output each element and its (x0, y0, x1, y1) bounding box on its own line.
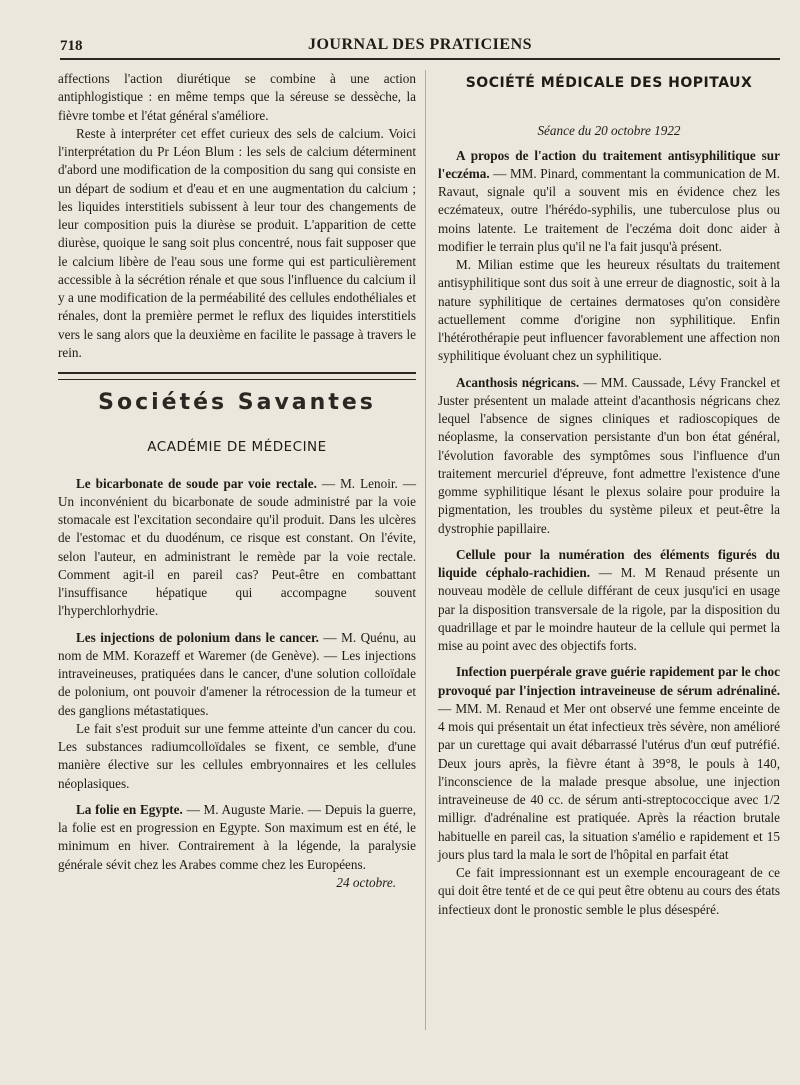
article-text: MM. Caussade, Lévy Franckel et Juster présentent un malade atteint d'acanthosis négricans chez lequel l'absence de signes cliniques et radioscopiques de néoplasme, la conservation persistante d'un bon état général, l'évolution favorable des symptômes sous l'influence d'un traitement mercuriel d'épreuve, font admettre l'existence d'une gomme syphilitique lésant le plexus solaire pour produire la pigmentation, les troubles du système pileux et peut-être la dystrophie papillaire. (438, 374, 781, 536)
article-eczema: A propos de l'action du traitement antisyphilitique sur l'eczéma. — MM. Pinard, commentant la communication de M. Ravaut, signale qu'il a souvent mis en évidence chez les eczémateux, outre l'hérédo-syphilis, une tuberculose plus ou moins latente. Le traitement de l'eczéma doit donc aider à modifier le terrain plus qu'il ne l'a fait jusqu'à présent. (438, 147, 780, 254)
article-text: Depuis la guerre, la folie est en progression en Egypte. Son maximum est en été, le minimum en hiver. Contrairement à la légende, la paralysie générale sévit chez les Arabes comme chez les Européens. (58, 801, 417, 872)
article-author: M. Lenoir. (340, 475, 398, 491)
left-column (58, 70, 416, 892)
paragraph: Le fait s'est produit sur une femme atteinte d'un cancer du cou. Les substances radiumcolloïdales se fixent, ce semble, d'une manière élective sur les cellules embryonnaires et les cellules néoplasiques. (58, 720, 416, 791)
page-header (60, 36, 780, 66)
paragraph: Reste à interpréter cet effet curieux des sels de calcium. Voici l'interprétation du Pr Léon Blum : les sels de calcium déterminent d'abord une modification de la composition du sang qui consiste en un départ de sodium et d'eau et en une augmentation du calcium ; les liquides interstitiels subissent à leur tour des changements de leur composition puis la diurèse se produit. L'apparition de cette diurèse, quoique le sang soit plus concentré, nous fait supposer que le calcium libère de l'eau sous une forme qui est particulièrement accessible à la sécrétion rénale et que sous l'influence du calcium il y a une modification de la perméabilité des cellules endothéliales et rénales, dont la première permet le reflux des liquides interstitiels vers le sang alors que la deuxième en facilite le passage à travers le rein. (58, 125, 416, 360)
article-cellule: Cellule pour la numération des éléments figurés du liquide céphalo-rachidien. — M. M Renaud présente un nouveau modèle de cellule différant de ceux jusqu'ici en usage par la disposition transversale de la rigole, par la disposition du quadrillage et par le moindre hauteur de la cellule qui permet la mise au point avec des objectifs forts. (438, 546, 781, 653)
article-title: Infection puerpérale grave guérie rapidement par le choc provoqué par l'injection intraveineuse de sérum adrénaliné. (438, 664, 780, 698)
article-text: Les injections intraveineuses, pratiquées dans le cancer, d'une solution colloïdale de polonium, ont pouvoir d'amener la rétrocession de la tumeur et des ganglions métastatiques. (58, 647, 416, 718)
header-rule (60, 58, 780, 60)
article-title: Le bicarbonate de soude par voie rectale. (76, 475, 317, 491)
page-number: 718 (60, 38, 83, 54)
article-bicarbonate: Le bicarbonate de soude par voie rectale. — M. Lenoir. — Un inconvénient du bicarbonate de soude administré par la voie stomacale est l'excitation secondaire qu'il produit. Dans les ulcères de l'estomac et du duodénum, ce risque est constant. On l'évite, selon l'auteur, en administrant le remède par la voie rectale. Comment agit-il en pareil cas? Peut-être en combattant l'insuffisance hépatique qui accompagne souvent l'hyperchlorhydrie. (58, 475, 417, 619)
section-rule (58, 372, 416, 380)
date-signature: 24 octobre. (336, 874, 396, 890)
section-title: Sociétés Savantes (98, 390, 376, 415)
subsection-title: ACADÉMIE DE MÉDECINE (147, 439, 327, 456)
journal-title: JOURNAL DES PRATICIENS (307, 36, 533, 53)
society-heading: SOCIÉTÉ MÉDICALE DES HOPITAUX (465, 75, 753, 91)
column-divider (425, 70, 426, 1030)
paragraph: Ce fait impressionnant est un exemple encourageant de ce qui doit être tenté et de ce qui peut être obtenu au cours des états infectieux dont le pronostic semble le plus désespéré. (438, 865, 780, 917)
article-text: Un inconvénient du bicarbonate de soude administré par la voie stomacale est l'excitation secondaire qu'il produit. Dans les ulcères de l'estomac et du duodénum, ce risque est constant. On l'évite, selon l'auteur, en administrant le remède par la voie rectale. Comment agit-il en pareil cas? Peut-être en combattant l'insuffisance hépatique qui accompagne souvent l'hyperchlorhydrie. (58, 493, 416, 619)
article-title: A propos de l'action du traitement antisyphilitique sur l'eczéma. (438, 147, 780, 181)
paragraph: affections l'action diurétique se combine à une action antiphlogistique : en même temps que la séreuse se dessèche, la fièvre tombe et l'état général s'améliore. (58, 71, 416, 123)
article-text: M. M Renaud présente un nouveau modèle de cellule différant de ceux jusqu'ici en usage par la disposition transversale de la rigole, par la disposition du quadrillage et par le moindre hauteur de la cellule qui permet la mise au point avec des objectifs forts. (438, 565, 781, 653)
article-title: La folie en Egypte. (76, 801, 183, 817)
article-author: M. Quénu, au nom de MM. Korazeff et Waremer (de Genève). (58, 629, 416, 663)
paragraph: M. Milian estime que les heureux résultats du traitement antisyphilitique sont dus soit à une erreur de diagnostic, soit à la nature syphilitique de certaines dermatoses qu'on considère actuellement comme d'origine non syphilitique. Enfin l'hétérothérapie peut influencer favorablement une affection non syphilitique évoluant chez un syphilitique. (438, 257, 780, 364)
article-title: Acanthosis négricans. (456, 374, 580, 390)
article-polonium: Les injections de polonium dans le cancer. — M. Quénu, au nom de MM. Korazeff et Waremer (de Genève). — Les injections intraveineuses, pratiquées dans le cancer, d'une solution colloïdale de polonium, ont pouvoir d'amener la rétrocession de la tumeur et des ganglions métastatiques. (58, 629, 416, 718)
article-infection: Infection puerpérale grave guérie rapidement par le choc provoqué par l'injection intraveineuse de sérum adrénaliné. — MM. M. Renaud et Mer ont observé une femme enceinte de 4 mois qui présentait un état infectieux très sévère, non amélioré par un curettage qui avait débarrassé l'utérus d'un œuf putréfié. Deux jours après, la fièvre étant à 39°8, le pouls à 140, l'inconscience de la malade presque absolue, une injection intraveineuse de 40 cc. de sérum anti-streptococcique avec 1/2 milligr. d'adrénaline est pratiquée. Après la réaction brutale habituelle en pareil cas, la situation s'amélio e rapidement et 15 jours plus tard la mala le sort de l'hôpital en parfait état (438, 664, 780, 862)
article-folie: La folie en Egypte. — M. Auguste Marie. — Depuis la guerre, la folie est en progression en Egypte. Son maximum est en été, le minimum en hiver. Contrairement à la légende, la paralysie générale sévit chez les Arabes comme chez les Européens. (58, 801, 417, 872)
session-date: Séance du 20 octobre 1922 (537, 123, 681, 139)
article-acanthosis: Acanthosis négricans. — MM. Caussade, Lévy Franckel et Juster présentent un malade atteint d'acanthosis négricans chez lequel l'absence de signes cliniques et radioscopiques de néoplasme, la conservation persistante d'un bon état général, l'évolution favorable des symptômes sous l'influence d'un traitement mercuriel d'épreuve, font admettre l'existence d'une gomme syphilitique lésant le plexus solaire pour produire la pigmentation, les troubles du système pileux et peut-être la dystrophie papillaire. (438, 374, 781, 536)
article-text: MM. Pinard, commentant la communication de M. Ravaut, signale qu'il a souvent mis en évidence chez les eczémateux, outre l'hérédo-syphilis, une tuberculose plus ou moins latente. Le traitement de l'eczéma doit donc aider à modifier le terrain plus qu'il ne l'a fait jusqu'à présent. (438, 165, 780, 254)
article-title: Cellule pour la numération des éléments figurés du liquide céphalo-rachidien. (438, 546, 780, 580)
article-text: MM. M. Renaud et Mer ont observé une femme enceinte de 4 mois qui présentait un état infectieux très sévère, non amélioré par un curettage qui avait débarrassé l'utérus d'un œuf putréfié. Deux jours après, la fièvre étant à 39°8, le pouls à 140, l'inconscience de la malade presque absolue, une injection intraveineuse de 40 cc. de sérum anti-streptococcique avec 1/2 milligr. d'adrénaline est pratiquée. Après la réaction brutale habituelle en pareil cas, la situation s'amélio e rapidement et 15 jours plus tard la mala le sort de l'hôpital en parfait état (438, 700, 780, 862)
article-title: Les injections de polonium dans le cancer. (76, 629, 319, 645)
article-author: M. Auguste Marie. (203, 801, 305, 817)
right-column (438, 70, 780, 919)
